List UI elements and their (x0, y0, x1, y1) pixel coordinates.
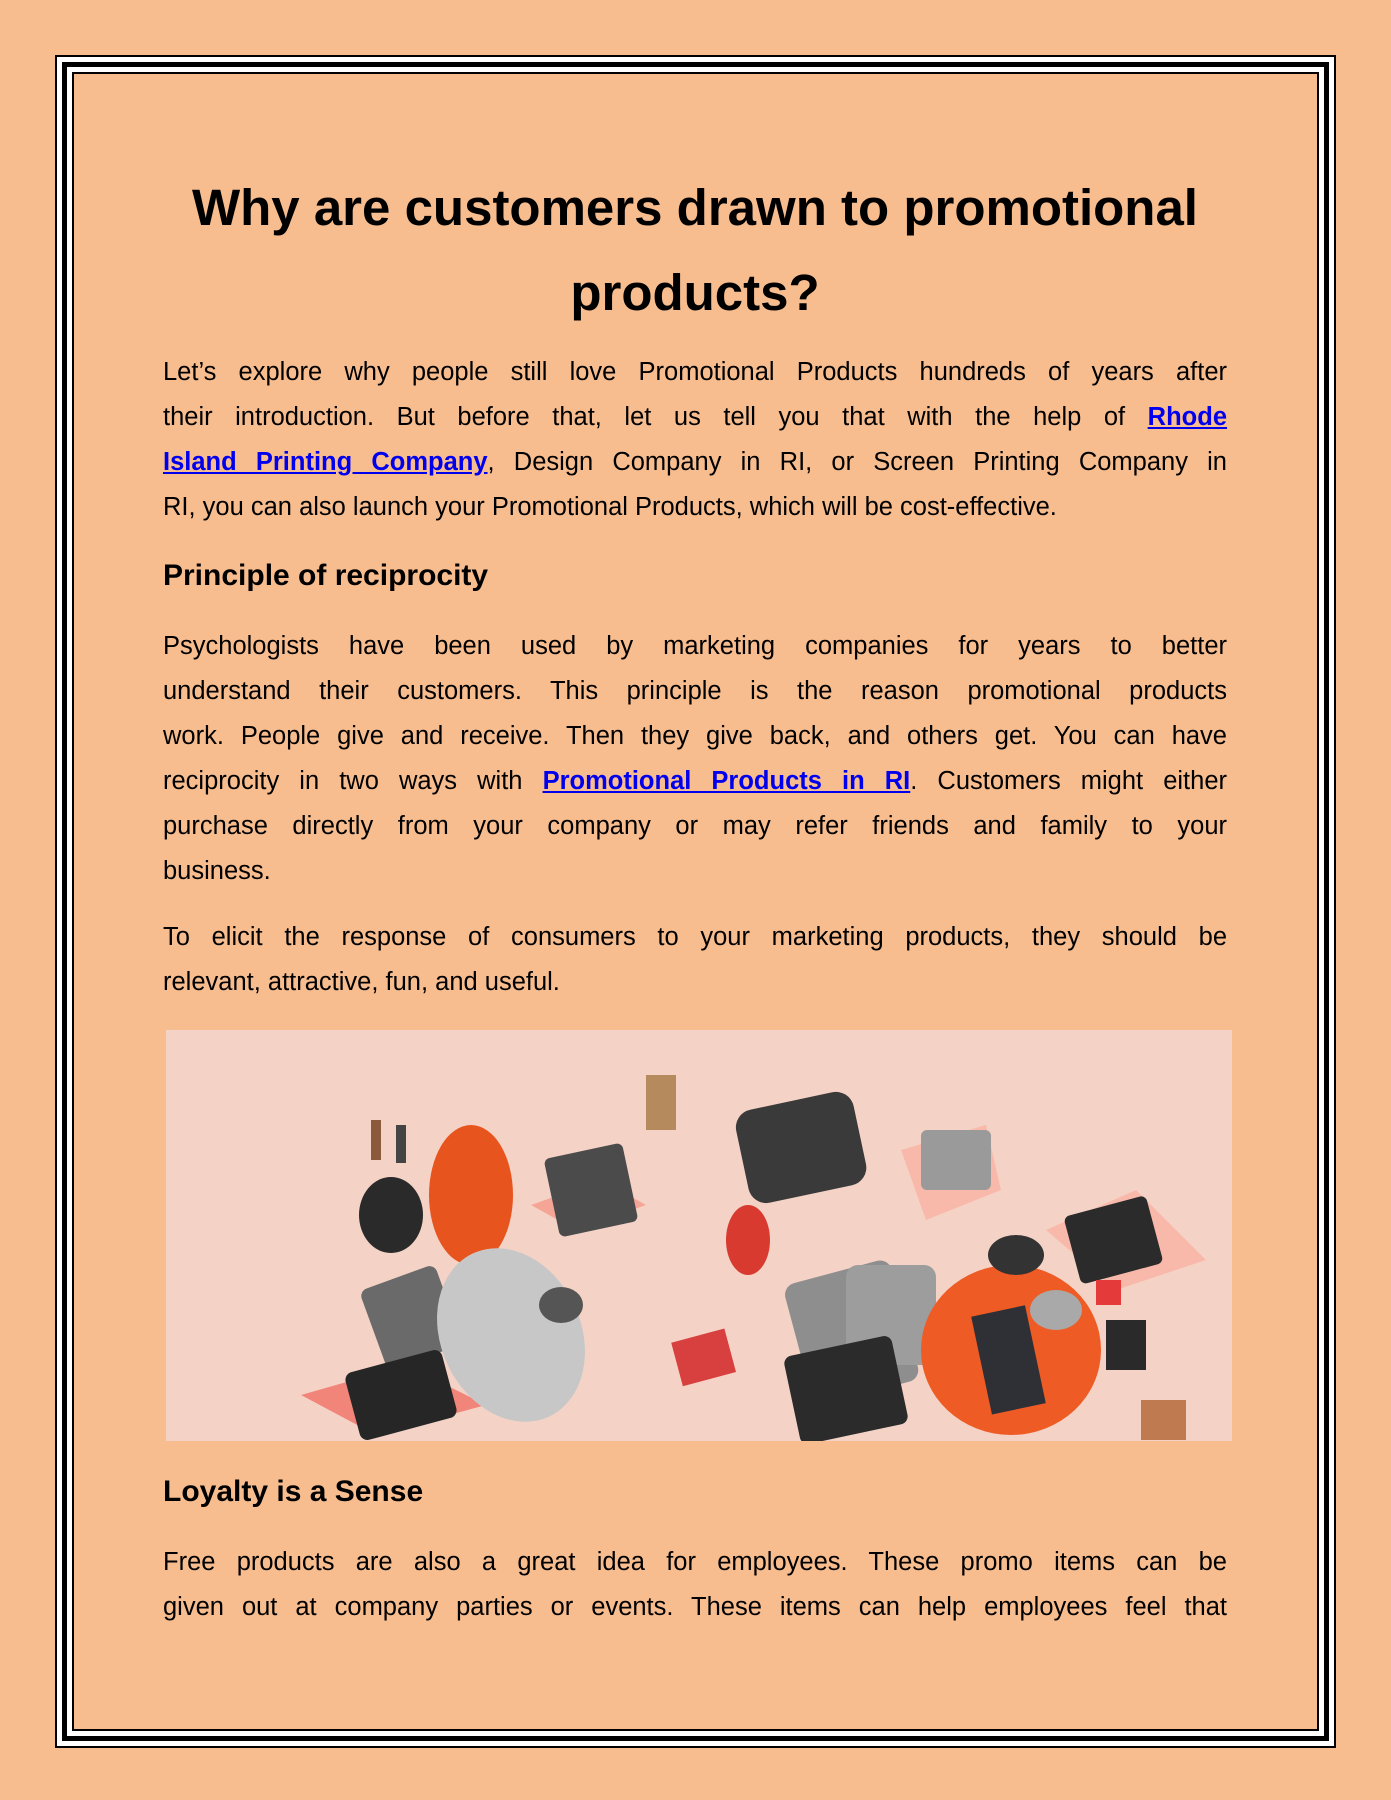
bottle (396, 1125, 406, 1163)
reciprocity-paragraph (163, 624, 1227, 894)
intro-paragraph (163, 350, 1227, 530)
folded-shirt (544, 1143, 639, 1238)
game-board (646, 1075, 676, 1130)
text-line: understand their customers. This principle is the reason promotional products (163, 677, 1227, 705)
text-line: Free products are also a great idea for employees. These promo items can be (163, 1548, 1227, 1576)
consumer-response-paragraph (163, 915, 1227, 1005)
gift-box (1141, 1400, 1186, 1440)
text-line: purchase directly from your company or may refer friends and family to your (163, 812, 1227, 840)
text-span: . Customers might either (910, 767, 1227, 795)
page-title: Why are customers drawn to promotional products? (192, 179, 1198, 321)
backpack (429, 1125, 513, 1265)
text-line: business. (163, 857, 271, 885)
text-line: work. People give and receive. Then they give back, and others get. You can have (163, 722, 1227, 750)
products-illustration (166, 1030, 1232, 1441)
text-line (163, 440, 1227, 485)
cap (988, 1235, 1044, 1275)
loyalty-paragraph (163, 1540, 1227, 1630)
gift-box (1096, 1280, 1121, 1305)
text-span: , Design Company in RI, or Screen Printing Company in (487, 448, 1227, 476)
text-line: Psychologists have been used by marketing companies for years to better (163, 632, 1227, 660)
section-heading-loyalty: Loyalty is a Sense (163, 1475, 424, 1508)
text-line: Let’s explore why people still love Promotional Products hundreds of years after (163, 358, 1227, 386)
text-line: RI, you can also launch your Promotional Products, which will be cost-effective. (163, 493, 1057, 521)
folded-shirt (921, 1130, 991, 1190)
red-beanie (726, 1205, 770, 1275)
gift-box (1106, 1320, 1146, 1370)
cap (539, 1287, 583, 1323)
cap (1030, 1290, 1082, 1330)
promotional-products-ri-link[interactable]: Promotional Products in RI (542, 767, 911, 795)
promotional-products-photo (166, 1030, 1232, 1441)
rhode-island-printing-link[interactable]: Rhode (1147, 403, 1227, 431)
section-heading-reciprocity: Principle of reciprocity (163, 559, 489, 592)
text-line: given out at company parties or events. These items can help employees feel that (163, 1593, 1227, 1621)
text-span: reciprocity in two ways with (163, 767, 523, 795)
rhode-island-printing-link-cont[interactable]: Island Printing Company (163, 448, 488, 476)
text-line: To elicit the response of consumers to your marketing products, they should be (163, 923, 1227, 951)
text-line: relevant, attractive, fun, and useful. (163, 968, 560, 996)
beanie (359, 1177, 423, 1253)
text-span: their introduction. But before that, let us tell you that with the help of (163, 403, 1126, 431)
duffel-bag (733, 1089, 870, 1207)
bottle (371, 1120, 381, 1160)
black-shirt (344, 1348, 459, 1441)
text-line (163, 395, 1227, 440)
gift-box (671, 1329, 736, 1387)
text-line (163, 759, 1227, 804)
